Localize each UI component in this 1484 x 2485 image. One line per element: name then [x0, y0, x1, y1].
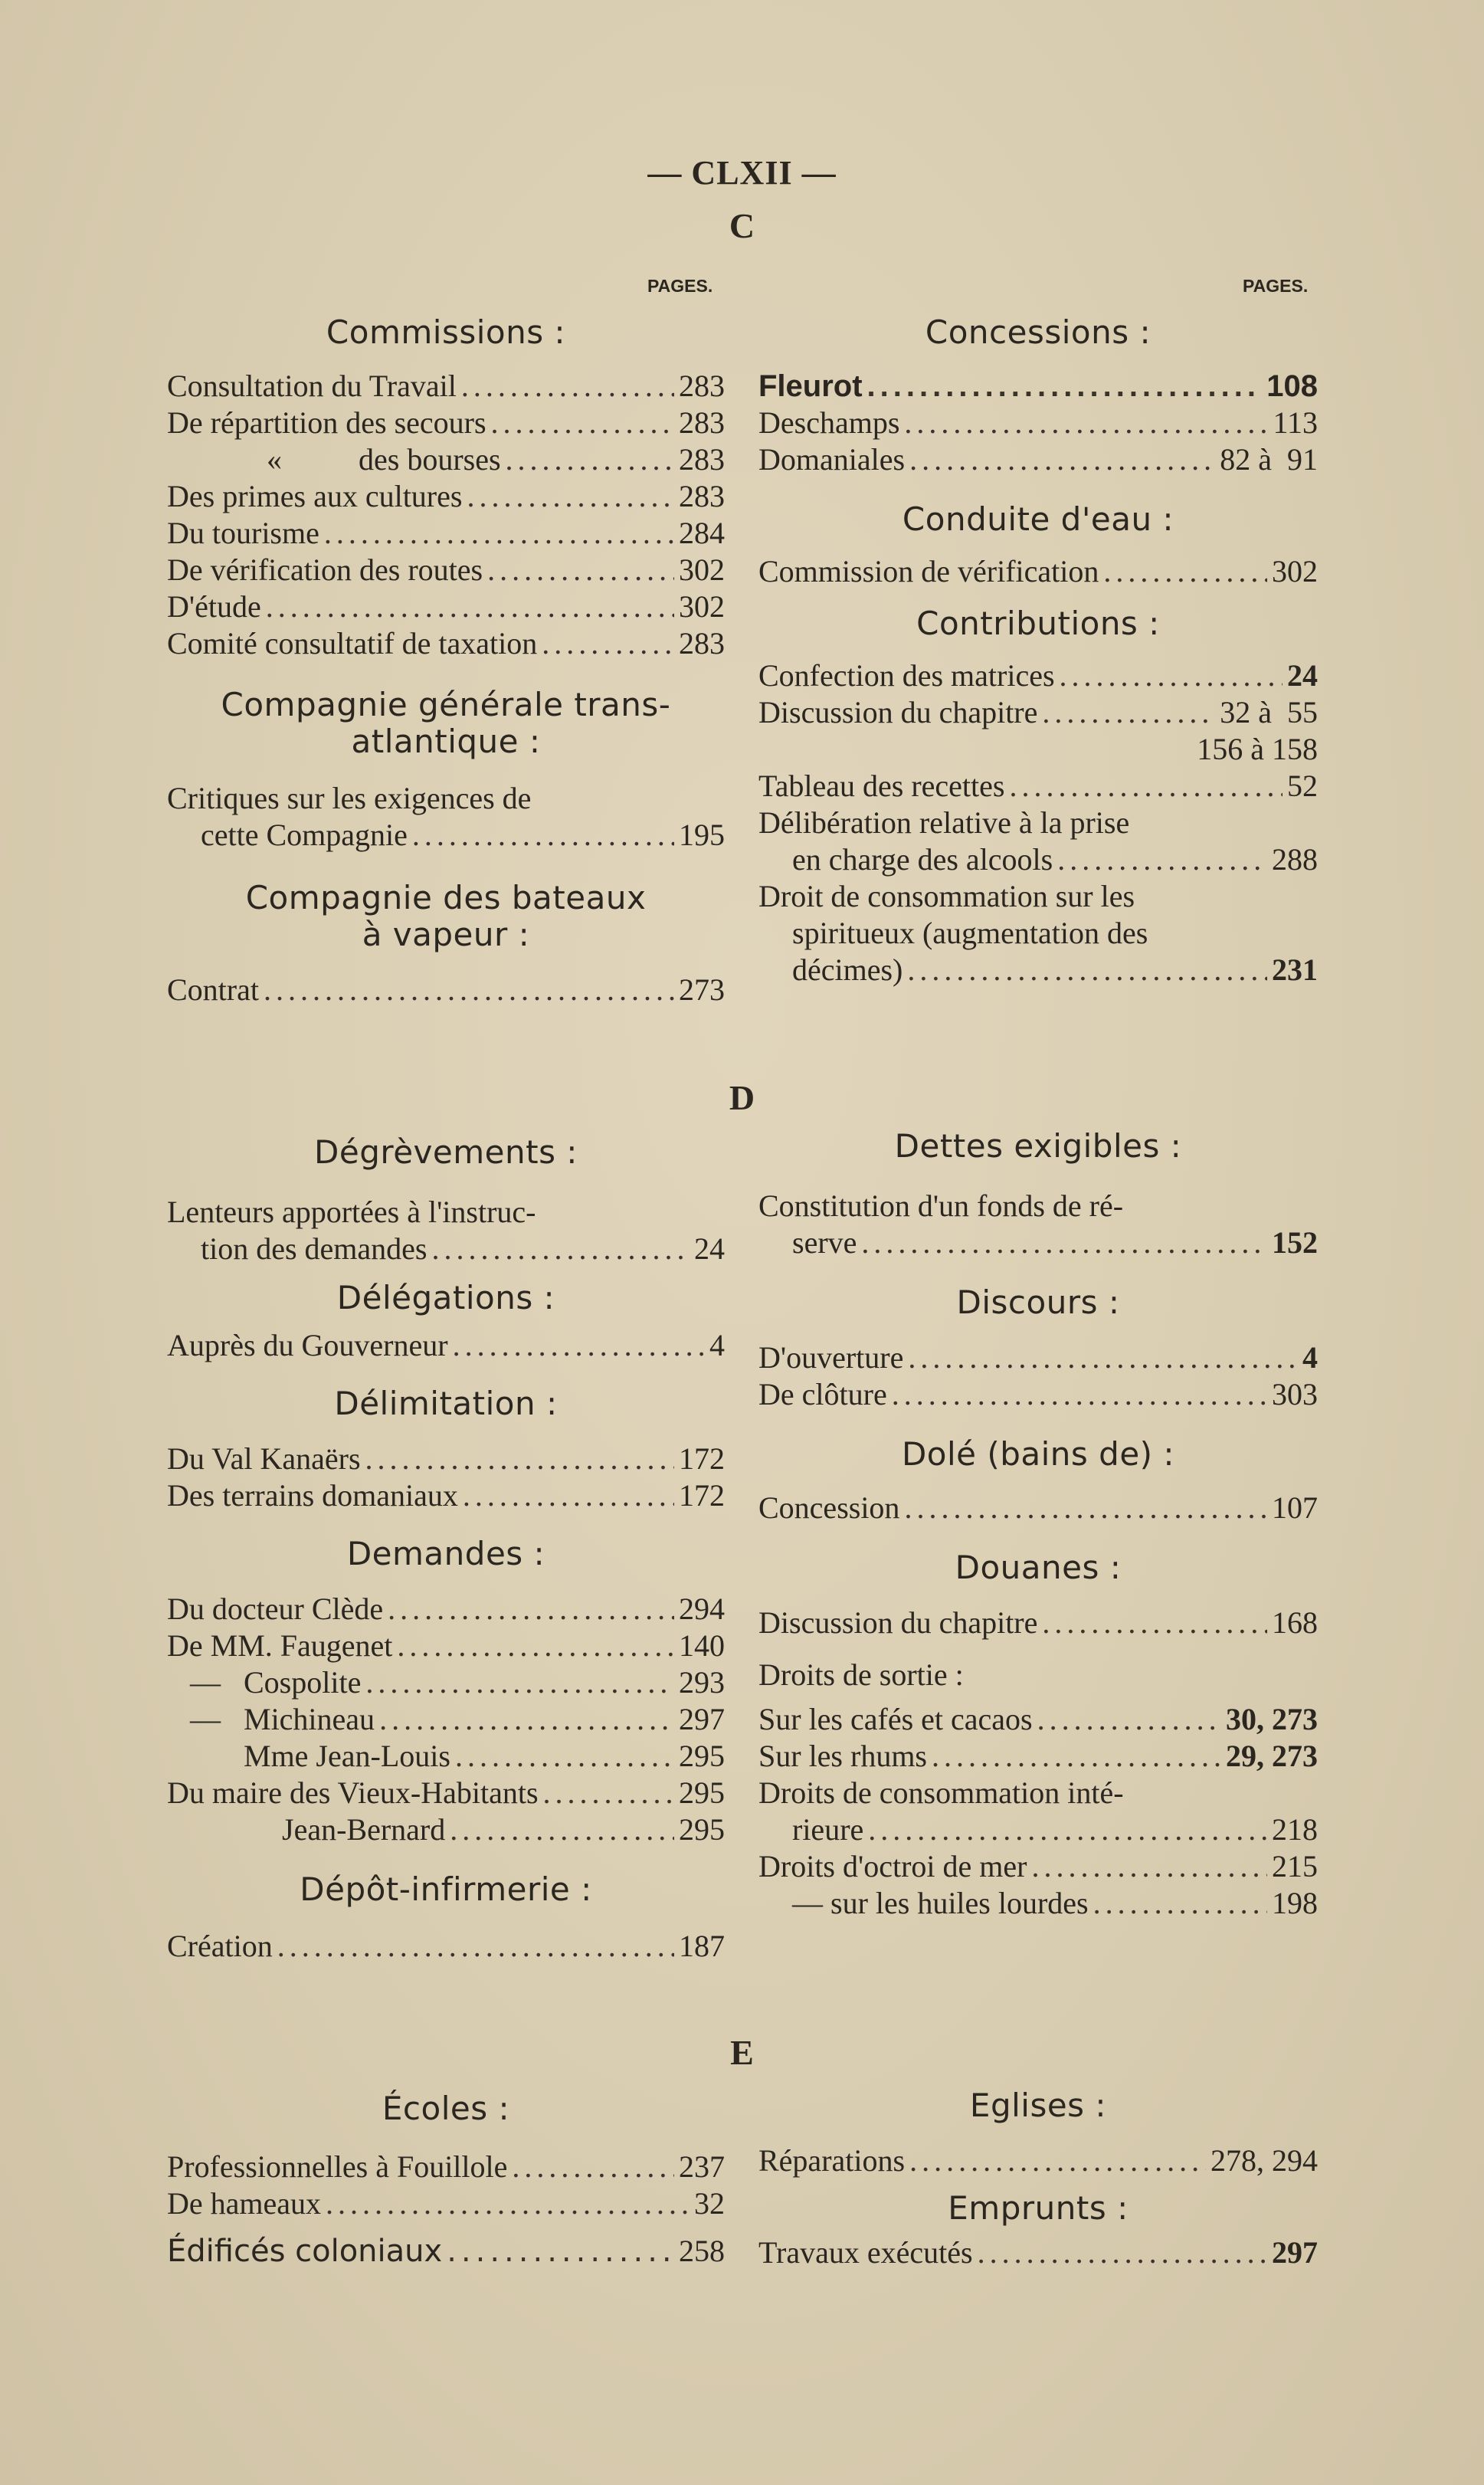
transatlantique-heading-1: Compagnie générale trans-: [221, 686, 671, 723]
list-item: Droits d'octroi de mer ..... 215: [758, 1848, 1318, 1885]
section-letter-c: C: [729, 206, 755, 245]
degrevements-heading: Dégrèvements :: [314, 1133, 578, 1171]
emprunts-heading: Emprunts :: [948, 2189, 1129, 2227]
section-e-right: [758, 2087, 1318, 2271]
eglises-heading: Eglises :: [969, 2087, 1107, 2124]
contributions-heading: Contributions :: [916, 605, 1160, 642]
list-item: De hameaux ..... 32: [167, 2185, 725, 2222]
list-item: serve ..... 152: [758, 1224, 1318, 1261]
transatlantique-heading-2: atlantique :: [351, 723, 541, 760]
section-e-left: [167, 2090, 725, 2270]
list-item: Concession ..... 107: [758, 1490, 1318, 1526]
list-item: Auprès du Gouverneur ..... 4: [167, 1327, 725, 1364]
list-item: Du Val Kanaërs ..... 172: [167, 1441, 725, 1477]
list-item: — Michineau ..... 297: [167, 1701, 725, 1738]
dole-heading: Dolé (bains de) :: [901, 1435, 1175, 1473]
pages-header-right: PAGES.: [1243, 276, 1309, 296]
contributions-text: Délibération relative à la prise: [758, 805, 1130, 840]
list-item: Réparations ..... 278, 294: [758, 2142, 1318, 2179]
list-item: décimes) ..... 231: [758, 952, 1318, 988]
list-item: tion des demandes ..... 24: [167, 1231, 725, 1267]
contributions-text: spiritueux (augmentation des: [792, 916, 1148, 950]
contributions-text: Droit de consommation sur les: [758, 879, 1135, 913]
depot-heading: Dépôt-infirmerie :: [300, 1870, 592, 1908]
list-item: D'ouverture ..... 4: [758, 1339, 1318, 1376]
list-item: — Cospolite ..... 293: [167, 1664, 725, 1701]
delimitation-heading: Délimitation :: [334, 1385, 558, 1422]
list-item: Comité consultatif de taxation ..... 283: [167, 625, 725, 662]
pages-header-left: PAGES.: [647, 276, 713, 296]
list-item: cette Compagnie ..... 195: [167, 817, 725, 854]
list-item: Des primes aux cultures ..... 283: [167, 478, 725, 515]
list-item: De répartition des secours ..... 283: [167, 405, 725, 441]
dettes-text: Constitution d'un fonds de ré-: [758, 1188, 1124, 1223]
ecoles-heading: Écoles :: [382, 2090, 510, 2127]
list-item: Mme Jean-Louis ..... 295: [167, 1738, 725, 1775]
page-number: — CLXII —: [647, 154, 837, 192]
section-letter-e: E: [730, 2033, 754, 2072]
list-item: Travaux exécutés ..... 297: [758, 2234, 1318, 2271]
list-item: Sur les cafés et cacaos ..... 30, 273: [758, 1701, 1318, 1738]
list-item: De clôture ..... 303: [758, 1376, 1318, 1413]
contributions-continuation: 156 à 158: [1197, 732, 1318, 766]
list-item: De vérification des routes ..... 302: [167, 552, 725, 588]
concessions-heading: Concessions :: [925, 313, 1151, 351]
list-item: Du tourisme ..... 284: [167, 515, 725, 552]
list-item: Création ..... 187: [167, 1928, 725, 1965]
dettes-heading: Dettes exigibles :: [894, 1127, 1182, 1165]
list-item: Professionnelles à Fouillole ..... 237: [167, 2149, 725, 2185]
list-item: « des bourses ..... 283: [167, 441, 725, 478]
list-item: Jean-Bernard ..... 295: [167, 1811, 725, 1848]
list-item: Du docteur Clède ..... 294: [167, 1591, 725, 1628]
demandes-heading: Demandes :: [346, 1535, 545, 1572]
list-item: Discussion du chapitre ..... 32 à 55: [758, 694, 1318, 731]
transatlantique-text: Critiques sur les exigences de: [167, 781, 532, 815]
list-item: — sur les huiles lourdes ..... 198: [758, 1885, 1318, 1922]
list-item: Contrat ..... 273: [167, 972, 725, 1008]
list-item: Fleurot ..... 108: [758, 368, 1318, 405]
list-item: Du maire des Vieux-Habitants ..... 295: [167, 1775, 725, 1811]
section-c-right: [758, 314, 1318, 988]
section-c-left: [167, 314, 725, 1008]
bateaux-heading-1: Compagnie des bateaux: [245, 879, 647, 916]
list-item: Confection des matrices ..... 24: [758, 657, 1318, 694]
bateaux-heading-2: à vapeur :: [362, 916, 530, 953]
conduite-heading: Conduite d'eau :: [902, 500, 1174, 538]
list-item: Sur les rhums ..... 29, 273: [758, 1738, 1318, 1775]
douanes-sortie: Droits de sortie :: [758, 1657, 964, 1692]
list-item: Des terrains domaniaux ..... 172: [167, 1477, 725, 1514]
list-item: Tableau des recettes ..... 52: [758, 768, 1318, 805]
section-d-left: [167, 1134, 725, 1965]
list-item: Édificés coloniaux ..... 258: [167, 2233, 725, 2270]
list-item: Consultation du Travail ..... 283: [167, 368, 725, 405]
list-item: Commission de vérification ..... 302: [758, 553, 1318, 590]
list-item: D'étude ..... 302: [167, 588, 725, 625]
douanes-heading: Douanes :: [955, 1549, 1122, 1586]
degrevements-text: Lenteurs apportées à l'instruc-: [167, 1195, 536, 1229]
list-item: Deschamps ..... 113: [758, 405, 1318, 441]
commissions-heading: Commissions :: [326, 313, 566, 351]
list-item: De MM. Faugenet ..... 140: [167, 1628, 725, 1664]
section-letter-d: D: [729, 1078, 755, 1117]
list-item: Discussion du chapitre ..... 168: [758, 1605, 1318, 1641]
commissions-list: [167, 368, 725, 662]
section-d-right: [758, 1128, 1318, 1922]
douanes-text: Droits de consommation inté-: [758, 1775, 1124, 1810]
list-item: en charge des alcools ..... 288: [758, 841, 1318, 878]
list-item: Domaniales ..... 82 à 91: [758, 441, 1318, 478]
list-item: rieure ..... 218: [758, 1811, 1318, 1848]
discours-heading: Discours :: [956, 1283, 1120, 1321]
delegations-heading: Délégations :: [336, 1279, 555, 1316]
